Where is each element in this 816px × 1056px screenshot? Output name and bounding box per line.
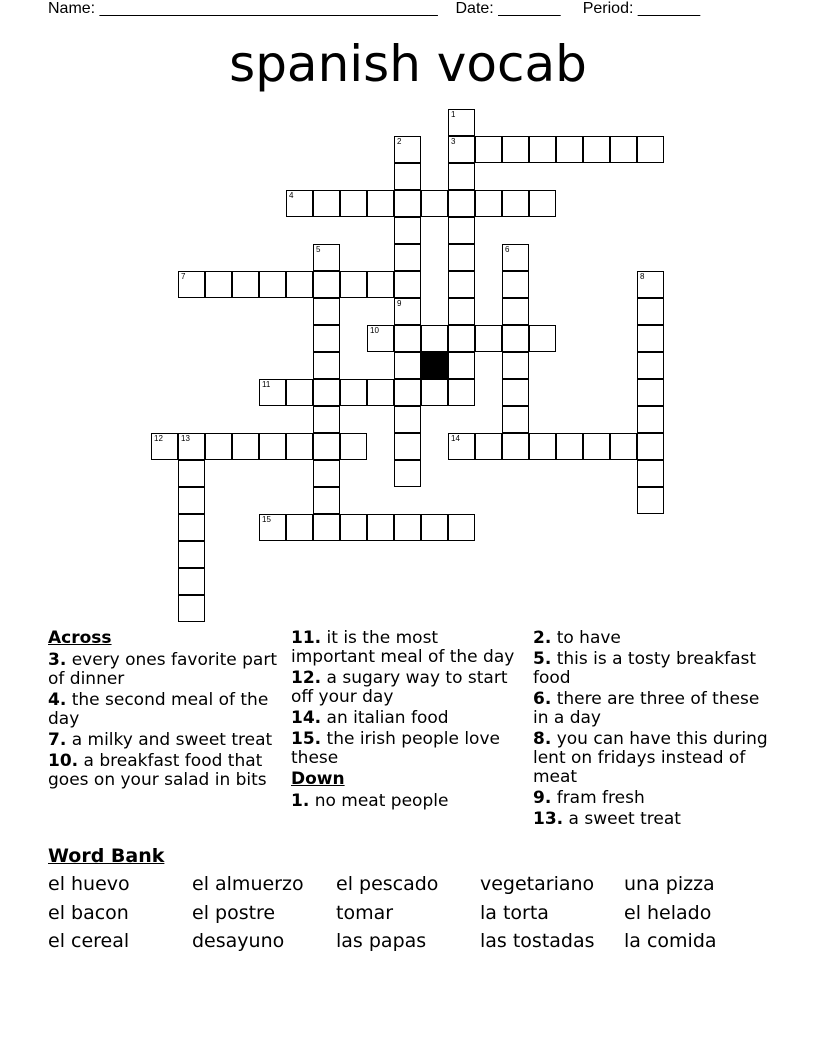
crossword-cell[interactable] [556, 433, 583, 460]
crossword-black-cell [421, 352, 448, 379]
crossword-cell[interactable] [178, 514, 205, 541]
crossword-cell[interactable] [313, 190, 340, 217]
clue-number: 15 [262, 515, 271, 524]
crossword-cell[interactable] [637, 271, 664, 298]
crossword-cell[interactable] [448, 352, 475, 379]
crossword-cell[interactable] [313, 433, 340, 460]
crossword-cell[interactable] [340, 379, 367, 406]
crossword-cell[interactable] [367, 190, 394, 217]
word-bank-item: desayuno [192, 930, 285, 952]
crossword-cell[interactable] [529, 136, 556, 163]
crossword-cell[interactable] [394, 163, 421, 190]
crossword-cell[interactable] [394, 460, 421, 487]
crossword-cell[interactable] [151, 433, 178, 460]
crossword-cell[interactable] [394, 325, 421, 352]
crossword-cell[interactable] [313, 325, 340, 352]
clue-number: 3 [451, 137, 456, 146]
clue-number: 7 [181, 272, 186, 281]
crossword-cell[interactable] [583, 136, 610, 163]
crossword-cell[interactable] [583, 433, 610, 460]
crossword-cell[interactable] [394, 406, 421, 433]
crossword-cell[interactable] [610, 433, 637, 460]
crossword-cell[interactable] [394, 352, 421, 379]
crossword-cell[interactable] [313, 406, 340, 433]
crossword-cell[interactable] [529, 325, 556, 352]
word-bank-item: el bacon [48, 902, 129, 924]
crossword-cell[interactable] [232, 433, 259, 460]
word-bank-item: tomar [336, 902, 394, 924]
crossword-cell[interactable] [448, 109, 475, 136]
clue-down-2: 2. to have [533, 628, 621, 648]
word-bank-item: vegetariano [480, 873, 595, 895]
word-bank-item: una pizza [624, 873, 715, 895]
word-bank-item: el almuerzo [192, 873, 304, 895]
word-bank-item: el cereal [48, 930, 130, 952]
crossword-cell[interactable] [394, 136, 421, 163]
crossword-cell[interactable] [259, 379, 286, 406]
word-bank-item: el helado [624, 902, 712, 924]
clue-down-1: 1. no meat people [291, 791, 449, 811]
clue-across-12: 12. a sugary way to start off your day [291, 668, 508, 707]
crossword-cell[interactable] [259, 433, 286, 460]
clue-across-14: 14. an italian food [291, 708, 449, 728]
clue-number: 8 [640, 272, 645, 281]
crossword-cell[interactable] [340, 190, 367, 217]
clue-across-10: 10. a breakfast food that goes on your salad in bits [48, 751, 267, 790]
crossword-cell[interactable] [340, 433, 367, 460]
crossword-cell[interactable] [502, 325, 529, 352]
clue-column-3 [533, 629, 768, 831]
crossword-cell[interactable] [610, 136, 637, 163]
crossword-cell[interactable] [502, 352, 529, 379]
word-bank-title: Word Bank [48, 845, 165, 867]
crossword-cell[interactable] [394, 244, 421, 271]
word-bank-item: la torta [480, 902, 549, 924]
clue-number: 9 [397, 299, 402, 308]
down-heading: Down [291, 769, 345, 789]
crossword-cell[interactable] [502, 271, 529, 298]
crossword-cell[interactable] [637, 460, 664, 487]
clue-number: 10 [370, 326, 379, 335]
crossword-cell[interactable] [313, 514, 340, 541]
crossword-cell[interactable] [259, 271, 286, 298]
crossword-cell[interactable] [340, 514, 367, 541]
clue-down-9: 9. fram fresh [533, 788, 645, 808]
clue-across-15: 15. the irish people love these [291, 729, 500, 768]
name-field[interactable]: Name: ______________________________________ [48, 0, 438, 17]
word-bank-item: el huevo [48, 873, 130, 895]
crossword-cell[interactable] [637, 487, 664, 514]
crossword-cell[interactable] [313, 271, 340, 298]
crossword-cell[interactable] [394, 190, 421, 217]
crossword-cell[interactable] [502, 379, 529, 406]
crossword-cell[interactable] [502, 298, 529, 325]
crossword-cell[interactable] [448, 325, 475, 352]
crossword-cell[interactable] [448, 379, 475, 406]
crossword-cell[interactable] [529, 433, 556, 460]
crossword-cell[interactable] [448, 514, 475, 541]
crossword-cell[interactable] [394, 379, 421, 406]
crossword-cell[interactable] [313, 298, 340, 325]
crossword-cell[interactable] [340, 271, 367, 298]
clue-column-1 [48, 629, 283, 792]
word-bank-item: la comida [624, 930, 717, 952]
crossword-cell[interactable] [448, 136, 475, 163]
crossword-cell[interactable] [637, 433, 664, 460]
crossword-cell[interactable] [259, 514, 286, 541]
crossword-cell[interactable] [637, 379, 664, 406]
clue-number: 1 [451, 110, 456, 119]
crossword-cell[interactable] [178, 487, 205, 514]
period-field[interactable]: Period: _______ [582, 0, 701, 17]
crossword-cell[interactable] [178, 595, 205, 622]
crossword-cell[interactable] [448, 163, 475, 190]
crossword-cell[interactable] [448, 190, 475, 217]
crossword-cell[interactable] [475, 433, 502, 460]
clue-across-4: 4. the second meal of the day [48, 690, 269, 729]
page-title: spanish vocab [229, 35, 587, 93]
crossword-cell[interactable] [421, 379, 448, 406]
crossword-cell[interactable] [475, 190, 502, 217]
crossword-cell[interactable] [502, 433, 529, 460]
crossword-cell[interactable] [286, 514, 313, 541]
word-bank-item: el postre [192, 902, 276, 924]
clue-across-11: 11. it is the most important meal of the day [291, 628, 515, 667]
crossword-cell[interactable] [286, 271, 313, 298]
word-bank-item: las papas [336, 930, 427, 952]
crossword-cell[interactable] [394, 514, 421, 541]
crossword-cell[interactable] [637, 136, 664, 163]
clue-number: 2 [397, 137, 402, 146]
crossword-cell[interactable] [448, 244, 475, 271]
clue-number: 6 [505, 245, 510, 254]
crossword-cell[interactable] [637, 406, 664, 433]
crossword-cell[interactable] [367, 379, 394, 406]
crossword-cell[interactable] [394, 298, 421, 325]
crossword-cell[interactable] [205, 271, 232, 298]
crossword-cell[interactable] [367, 271, 394, 298]
crossword-cell[interactable] [313, 244, 340, 271]
crossword-cell[interactable] [286, 433, 313, 460]
crossword-cell[interactable] [475, 136, 502, 163]
crossword-cell[interactable] [178, 271, 205, 298]
crossword-cell[interactable] [178, 433, 205, 460]
crossword-cell[interactable] [232, 271, 259, 298]
clue-down-5: 5. this is a tosty breakfast food [533, 649, 757, 688]
crossword-cell[interactable] [205, 433, 232, 460]
clue-number: 14 [451, 434, 460, 443]
crossword-cell[interactable] [178, 568, 205, 595]
crossword-cell[interactable] [313, 487, 340, 514]
crossword-cell[interactable] [502, 190, 529, 217]
crossword-cell[interactable] [421, 190, 448, 217]
crossword-cell[interactable] [367, 325, 394, 352]
crossword-cell[interactable] [394, 271, 421, 298]
crossword-cell[interactable] [178, 541, 205, 568]
clue-across-7: 7. a milky and sweet treat [48, 730, 273, 750]
word-bank-item: las tostadas [480, 930, 595, 952]
crossword-cell[interactable] [178, 460, 205, 487]
crossword-cell[interactable] [448, 271, 475, 298]
crossword-cell[interactable] [637, 325, 664, 352]
crossword-cell[interactable] [448, 217, 475, 244]
crossword-cell[interactable] [313, 460, 340, 487]
crossword-cell[interactable] [637, 298, 664, 325]
clue-down-13: 13. a sweet treat [533, 809, 681, 829]
clue-number: 13 [181, 434, 190, 443]
crossword-cell[interactable] [502, 244, 529, 271]
clue-column-2 [291, 629, 526, 813]
crossword-cell[interactable] [313, 379, 340, 406]
clue-number: 12 [154, 434, 163, 443]
crossword-cell[interactable] [448, 433, 475, 460]
date-field[interactable]: Date: _______ [455, 0, 561, 17]
clue-across-3: 3. every ones favorite part of dinner [48, 650, 277, 689]
crossword-cell[interactable] [367, 514, 394, 541]
crossword-cell[interactable] [475, 325, 502, 352]
clue-number: 4 [289, 191, 294, 200]
crossword-cell[interactable] [529, 190, 556, 217]
clue-down-6: 6. there are three of these in a day [533, 689, 760, 728]
word-bank-item: el pescado [336, 873, 439, 895]
crossword-cell[interactable] [502, 136, 529, 163]
crossword-cell[interactable] [421, 514, 448, 541]
crossword-cell[interactable] [313, 352, 340, 379]
clue-number: 5 [316, 245, 321, 254]
across-heading: Across [48, 628, 112, 648]
crossword-cell[interactable] [394, 217, 421, 244]
clue-down-8: 8. you can have this during lent on fridays instead of meat [533, 729, 768, 787]
clue-number: 11 [262, 380, 271, 389]
crossword-cell[interactable] [286, 190, 313, 217]
crossword-cell[interactable] [394, 433, 421, 460]
crossword-cell[interactable] [421, 325, 448, 352]
crossword-cell[interactable] [637, 352, 664, 379]
crossword-cell[interactable] [556, 136, 583, 163]
crossword-cell[interactable] [502, 406, 529, 433]
crossword-cell[interactable] [286, 379, 313, 406]
crossword-cell[interactable] [448, 298, 475, 325]
